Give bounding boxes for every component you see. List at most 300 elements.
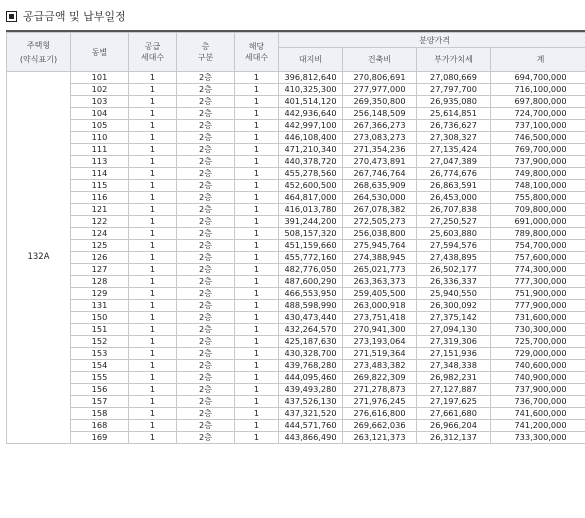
units-cell: 1 <box>235 204 279 216</box>
total-cell: 741,200,000 <box>491 420 585 432</box>
table-row <box>7 360 585 372</box>
building-cell: 155 <box>71 372 129 384</box>
total-cell: 740,600,000 <box>491 360 585 372</box>
floor-cell: 2층 <box>177 84 235 96</box>
building-cell: 153 <box>71 348 129 360</box>
floor-cell: 2층 <box>177 204 235 216</box>
col-building: 동별 <box>71 33 129 72</box>
units-cell: 1 <box>235 408 279 420</box>
land-cost-cell: 443,866,490 <box>279 432 343 444</box>
col-vat: 부가가치세 <box>417 48 491 72</box>
land-cost-cell: 391,244,200 <box>279 216 343 228</box>
supply-units-cell: 1 <box>129 408 177 420</box>
land-cost-cell: 410,325,300 <box>279 84 343 96</box>
building-cell: 121 <box>71 204 129 216</box>
vat-cell: 26,966,204 <box>417 420 491 432</box>
vat-cell: 26,863,591 <box>417 180 491 192</box>
table-row <box>7 132 585 144</box>
table-row <box>7 300 585 312</box>
vat-cell: 26,300,092 <box>417 300 491 312</box>
total-cell: 754,700,000 <box>491 240 585 252</box>
vat-cell: 27,375,142 <box>417 312 491 324</box>
supply-units-cell: 1 <box>129 72 177 84</box>
table-row <box>7 192 585 204</box>
building-cost-cell: 267,746,764 <box>343 168 417 180</box>
building-cost-cell: 273,751,418 <box>343 312 417 324</box>
total-cell: 691,000,000 <box>491 216 585 228</box>
building-cell: 129 <box>71 288 129 300</box>
units-cell: 1 <box>235 192 279 204</box>
building-cell: 104 <box>71 108 129 120</box>
building-cost-cell: 275,945,764 <box>343 240 417 252</box>
building-cost-cell: 263,363,373 <box>343 276 417 288</box>
total-cell: 730,300,000 <box>491 324 585 336</box>
house-type-cell: 132A <box>7 72 71 444</box>
units-cell: 1 <box>235 144 279 156</box>
vat-cell: 26,935,080 <box>417 96 491 108</box>
land-cost-cell: 464,817,000 <box>279 192 343 204</box>
supply-units-cell: 1 <box>129 216 177 228</box>
building-cost-cell: 277,977,000 <box>343 84 417 96</box>
supply-units-cell: 1 <box>129 240 177 252</box>
table-row <box>7 108 585 120</box>
table-row <box>7 228 585 240</box>
building-cost-cell: 271,278,873 <box>343 384 417 396</box>
vat-cell: 27,319,306 <box>417 336 491 348</box>
floor-cell: 2층 <box>177 216 235 228</box>
floor-cell: 2층 <box>177 372 235 384</box>
land-cost-cell: 425,187,630 <box>279 336 343 348</box>
building-cost-cell: 272,505,273 <box>343 216 417 228</box>
table-row <box>7 204 585 216</box>
table-body <box>7 72 585 444</box>
units-cell: 1 <box>235 96 279 108</box>
floor-cell: 2층 <box>177 432 235 444</box>
supply-units-cell: 1 <box>129 228 177 240</box>
units-cell: 1 <box>235 72 279 84</box>
building-cell: 126 <box>71 252 129 264</box>
total-cell: 737,900,000 <box>491 384 585 396</box>
supply-units-cell: 1 <box>129 252 177 264</box>
table-row <box>7 180 585 192</box>
supply-units-cell: 1 <box>129 168 177 180</box>
building-cost-cell: 269,822,309 <box>343 372 417 384</box>
supply-units-cell: 1 <box>129 108 177 120</box>
land-cost-cell: 430,473,440 <box>279 312 343 324</box>
land-cost-cell: 440,378,720 <box>279 156 343 168</box>
building-cost-cell: 264,530,000 <box>343 192 417 204</box>
col-price-group: 분양가격 <box>279 33 585 48</box>
floor-cell: 2층 <box>177 420 235 432</box>
col-land: 대지비 <box>279 48 343 72</box>
building-cell: 131 <box>71 300 129 312</box>
building-cell: 111 <box>71 144 129 156</box>
vat-cell: 27,797,700 <box>417 84 491 96</box>
units-cell: 1 <box>235 252 279 264</box>
total-cell: 757,600,000 <box>491 252 585 264</box>
land-cost-cell: 455,278,560 <box>279 168 343 180</box>
supply-units-cell: 1 <box>129 288 177 300</box>
building-cell: 110 <box>71 132 129 144</box>
building-cost-cell: 271,519,364 <box>343 348 417 360</box>
floor-cell: 2층 <box>177 348 235 360</box>
vat-cell: 26,502,177 <box>417 264 491 276</box>
building-cell: 124 <box>71 228 129 240</box>
floor-cell: 2층 <box>177 312 235 324</box>
building-cell: 103 <box>71 96 129 108</box>
vat-cell: 27,438,895 <box>417 252 491 264</box>
table-row <box>7 264 585 276</box>
building-cost-cell: 273,083,273 <box>343 132 417 144</box>
units-cell: 1 <box>235 288 279 300</box>
land-cost-cell: 444,571,760 <box>279 420 343 432</box>
total-cell: 749,800,000 <box>491 168 585 180</box>
total-cell: 789,800,000 <box>491 228 585 240</box>
supply-units-cell: 1 <box>129 276 177 288</box>
building-cell: 115 <box>71 180 129 192</box>
land-cost-cell: 439,493,280 <box>279 384 343 396</box>
header-text: 층 <box>201 42 210 51</box>
supply-units-cell: 1 <box>129 300 177 312</box>
col-house-type <box>7 33 71 72</box>
building-cost-cell: 269,350,800 <box>343 96 417 108</box>
total-cell: 709,800,000 <box>491 204 585 216</box>
table-row <box>7 240 585 252</box>
building-cost-cell: 273,483,382 <box>343 360 417 372</box>
table-row <box>7 216 585 228</box>
col-total: 계 <box>491 48 585 72</box>
floor-cell: 2층 <box>177 168 235 180</box>
building-cost-cell: 256,148,509 <box>343 108 417 120</box>
land-cost-cell: 401,514,120 <box>279 96 343 108</box>
vat-cell: 26,982,231 <box>417 372 491 384</box>
units-cell: 1 <box>235 372 279 384</box>
building-cost-cell: 263,000,918 <box>343 300 417 312</box>
vat-cell: 27,080,669 <box>417 72 491 84</box>
building-cost-cell: 274,388,945 <box>343 252 417 264</box>
table-row <box>7 420 585 432</box>
land-cost-cell: 482,776,050 <box>279 264 343 276</box>
building-cell: 150 <box>71 312 129 324</box>
total-cell: 737,900,000 <box>491 156 585 168</box>
floor-cell: 2층 <box>177 396 235 408</box>
total-cell: 740,900,000 <box>491 372 585 384</box>
supply-units-cell: 1 <box>129 120 177 132</box>
vat-cell: 26,736,627 <box>417 120 491 132</box>
floor-cell: 2층 <box>177 240 235 252</box>
land-cost-cell: 451,159,660 <box>279 240 343 252</box>
table-row <box>7 276 585 288</box>
table-row <box>7 168 585 180</box>
land-cost-cell: 416,013,780 <box>279 204 343 216</box>
building-cell: 154 <box>71 360 129 372</box>
table-row <box>7 396 585 408</box>
floor-cell: 2층 <box>177 288 235 300</box>
supply-units-cell: 1 <box>129 372 177 384</box>
total-cell: 725,700,000 <box>491 336 585 348</box>
section-heading <box>6 6 126 26</box>
land-cost-cell: 488,598,990 <box>279 300 343 312</box>
vat-cell: 25,603,880 <box>417 228 491 240</box>
supply-units-cell: 1 <box>129 204 177 216</box>
building-cost-cell: 273,193,064 <box>343 336 417 348</box>
building-cost-cell: 270,473,891 <box>343 156 417 168</box>
building-cell: 114 <box>71 168 129 180</box>
supply-units-cell: 1 <box>129 180 177 192</box>
header-text: 구분 <box>197 53 214 62</box>
floor-cell: 2층 <box>177 96 235 108</box>
floor-cell: 2층 <box>177 360 235 372</box>
vat-cell: 25,940,550 <box>417 288 491 300</box>
units-cell: 1 <box>235 348 279 360</box>
supply-units-cell: 1 <box>129 192 177 204</box>
col-supply-units <box>129 33 177 72</box>
vat-cell: 27,594,576 <box>417 240 491 252</box>
units-cell: 1 <box>235 264 279 276</box>
table-row <box>7 120 585 132</box>
section-title: 공급금액 및 납부일정 <box>23 10 126 23</box>
vat-cell: 27,197,625 <box>417 396 491 408</box>
building-cost-cell: 267,078,382 <box>343 204 417 216</box>
total-cell: 736,700,000 <box>491 396 585 408</box>
units-cell: 1 <box>235 240 279 252</box>
building-cost-cell: 271,976,245 <box>343 396 417 408</box>
building-cost-cell: 265,021,773 <box>343 264 417 276</box>
units-cell: 1 <box>235 324 279 336</box>
vat-cell: 26,336,337 <box>417 276 491 288</box>
supply-units-cell: 1 <box>129 432 177 444</box>
supply-units-cell: 1 <box>129 384 177 396</box>
price-table <box>6 32 585 444</box>
units-cell: 1 <box>235 168 279 180</box>
building-cost-cell: 270,806,691 <box>343 72 417 84</box>
land-cost-cell: 437,526,130 <box>279 396 343 408</box>
land-cost-cell: 444,095,460 <box>279 372 343 384</box>
supply-units-cell: 1 <box>129 396 177 408</box>
land-cost-cell: 430,328,700 <box>279 348 343 360</box>
building-cost-cell: 268,635,909 <box>343 180 417 192</box>
floor-cell: 2층 <box>177 324 235 336</box>
units-cell: 1 <box>235 336 279 348</box>
units-cell: 1 <box>235 420 279 432</box>
land-cost-cell: 455,772,160 <box>279 252 343 264</box>
land-cost-cell: 452,600,500 <box>279 180 343 192</box>
header-text: 공급 <box>144 42 161 51</box>
floor-cell: 2층 <box>177 252 235 264</box>
total-cell: 733,300,000 <box>491 432 585 444</box>
units-cell: 1 <box>235 108 279 120</box>
land-cost-cell: 396,812,640 <box>279 72 343 84</box>
land-cost-cell: 471,210,340 <box>279 144 343 156</box>
building-cell: 151 <box>71 324 129 336</box>
building-cell: 168 <box>71 420 129 432</box>
vat-cell: 27,047,389 <box>417 156 491 168</box>
land-cost-cell: 487,600,290 <box>279 276 343 288</box>
units-cell: 1 <box>235 312 279 324</box>
units-cell: 1 <box>235 216 279 228</box>
land-cost-cell: 437,321,520 <box>279 408 343 420</box>
floor-cell: 2층 <box>177 228 235 240</box>
total-cell: 777,900,000 <box>491 300 585 312</box>
table-row <box>7 312 585 324</box>
header-text: 주택형 <box>26 40 51 50</box>
table-row <box>7 252 585 264</box>
building-cost-cell: 269,662,036 <box>343 420 417 432</box>
units-cell: 1 <box>235 120 279 132</box>
floor-cell: 2층 <box>177 264 235 276</box>
units-cell: 1 <box>235 228 279 240</box>
floor-cell: 2층 <box>177 276 235 288</box>
building-cell: 122 <box>71 216 129 228</box>
vat-cell: 27,308,327 <box>417 132 491 144</box>
table-row <box>7 324 585 336</box>
total-cell: 746,500,000 <box>491 132 585 144</box>
supply-units-cell: 1 <box>129 84 177 96</box>
total-cell: 731,600,000 <box>491 312 585 324</box>
building-cost-cell: 263,121,373 <box>343 432 417 444</box>
total-cell: 729,000,000 <box>491 348 585 360</box>
building-cell: 116 <box>71 192 129 204</box>
building-cell: 156 <box>71 384 129 396</box>
building-cost-cell: 270,941,300 <box>343 324 417 336</box>
land-cost-cell: 446,108,400 <box>279 132 343 144</box>
floor-cell: 2층 <box>177 108 235 120</box>
table-row <box>7 348 585 360</box>
vat-cell: 26,774,676 <box>417 168 491 180</box>
units-cell: 1 <box>235 300 279 312</box>
units-cell: 1 <box>235 132 279 144</box>
vat-cell: 27,661,680 <box>417 408 491 420</box>
square-bullet-icon <box>6 11 17 22</box>
units-cell: 1 <box>235 360 279 372</box>
land-cost-cell: 442,997,100 <box>279 120 343 132</box>
land-cost-cell: 508,157,320 <box>279 228 343 240</box>
total-cell: 694,700,000 <box>491 72 585 84</box>
building-cell: 157 <box>71 396 129 408</box>
floor-cell: 2층 <box>177 336 235 348</box>
total-cell: 777,300,000 <box>491 276 585 288</box>
header-text: 세대수 <box>244 53 269 62</box>
supply-units-cell: 1 <box>129 156 177 168</box>
building-cell: 102 <box>71 84 129 96</box>
supply-units-cell: 1 <box>129 312 177 324</box>
table-row <box>7 96 585 108</box>
total-cell: 716,100,000 <box>491 84 585 96</box>
building-cost-cell: 267,366,273 <box>343 120 417 132</box>
vat-cell: 26,312,137 <box>417 432 491 444</box>
building-cost-cell: 276,616,800 <box>343 408 417 420</box>
units-cell: 1 <box>235 156 279 168</box>
floor-cell: 2층 <box>177 132 235 144</box>
table-row <box>7 384 585 396</box>
header-text: 해당 <box>248 42 265 51</box>
building-cell: 127 <box>71 264 129 276</box>
total-cell: 697,800,000 <box>491 96 585 108</box>
total-cell: 724,700,000 <box>491 108 585 120</box>
vat-cell: 26,707,838 <box>417 204 491 216</box>
land-cost-cell: 432,264,570 <box>279 324 343 336</box>
table-row <box>7 408 585 420</box>
floor-cell: 2층 <box>177 408 235 420</box>
building-cost-cell: 256,038,800 <box>343 228 417 240</box>
header-text: 세대수 <box>140 53 165 62</box>
total-cell: 769,700,000 <box>491 144 585 156</box>
supply-units-cell: 1 <box>129 420 177 432</box>
land-cost-cell: 442,936,640 <box>279 108 343 120</box>
land-cost-cell: 439,768,280 <box>279 360 343 372</box>
total-cell: 748,100,000 <box>491 180 585 192</box>
units-cell: 1 <box>235 276 279 288</box>
building-cell: 169 <box>71 432 129 444</box>
floor-cell: 2층 <box>177 384 235 396</box>
supply-units-cell: 1 <box>129 144 177 156</box>
land-cost-cell: 466,553,950 <box>279 288 343 300</box>
building-cost-cell: 259,405,500 <box>343 288 417 300</box>
supply-units-cell: 1 <box>129 336 177 348</box>
supply-units-cell: 1 <box>129 96 177 108</box>
building-cell: 128 <box>71 276 129 288</box>
table-row <box>7 72 585 84</box>
table-row <box>7 156 585 168</box>
table-row <box>7 288 585 300</box>
units-cell: 1 <box>235 384 279 396</box>
floor-cell: 2층 <box>177 156 235 168</box>
supply-units-cell: 1 <box>129 348 177 360</box>
building-cell: 158 <box>71 408 129 420</box>
vat-cell: 25,614,851 <box>417 108 491 120</box>
total-cell: 755,800,000 <box>491 192 585 204</box>
table-row <box>7 84 585 96</box>
col-units <box>235 33 279 72</box>
units-cell: 1 <box>235 396 279 408</box>
floor-cell: 2층 <box>177 120 235 132</box>
supply-units-cell: 1 <box>129 132 177 144</box>
floor-cell: 2층 <box>177 300 235 312</box>
vat-cell: 27,135,424 <box>417 144 491 156</box>
supply-units-cell: 1 <box>129 324 177 336</box>
building-cell: 101 <box>71 72 129 84</box>
floor-cell: 2층 <box>177 180 235 192</box>
table-row <box>7 336 585 348</box>
total-cell: 751,900,000 <box>491 288 585 300</box>
total-cell: 741,600,000 <box>491 408 585 420</box>
building-cell: 152 <box>71 336 129 348</box>
vat-cell: 27,127,887 <box>417 384 491 396</box>
col-building-cost: 건축비 <box>343 48 417 72</box>
table-row <box>7 144 585 156</box>
total-cell: 774,300,000 <box>491 264 585 276</box>
units-cell: 1 <box>235 180 279 192</box>
supply-units-cell: 1 <box>129 264 177 276</box>
table-header <box>7 33 585 72</box>
vat-cell: 27,250,527 <box>417 216 491 228</box>
supply-units-cell: 1 <box>129 360 177 372</box>
table-row <box>7 372 585 384</box>
building-cell: 113 <box>71 156 129 168</box>
floor-cell: 2층 <box>177 144 235 156</box>
building-cell: 105 <box>71 120 129 132</box>
floor-cell: 2층 <box>177 72 235 84</box>
building-cost-cell: 271,354,236 <box>343 144 417 156</box>
vat-cell: 27,151,936 <box>417 348 491 360</box>
vat-cell: 27,094,130 <box>417 324 491 336</box>
floor-cell: 2층 <box>177 192 235 204</box>
vat-cell: 26,453,000 <box>417 192 491 204</box>
header-text: (약식표기) <box>19 54 58 64</box>
col-floor <box>177 33 235 72</box>
units-cell: 1 <box>235 432 279 444</box>
total-cell: 737,100,000 <box>491 120 585 132</box>
